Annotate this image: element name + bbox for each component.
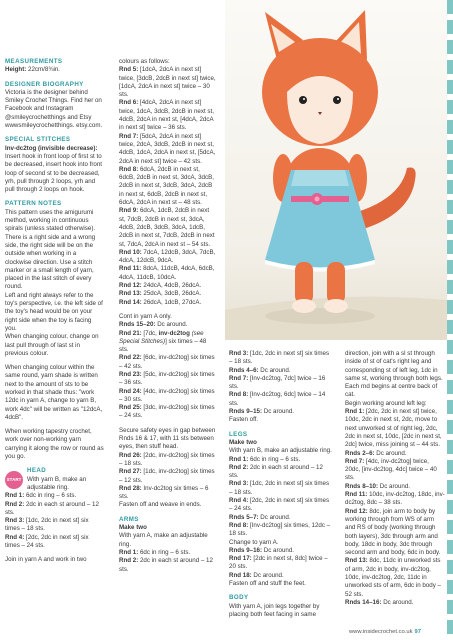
round-line [229,367,332,375]
round-text: 8dc, 11dc in unworked sts of arm, 2dc in body, inv-dc2tog, 10dc, inv-dc2tog, 2dc, 11dc in unworked sts of arm, 6dc in body – 52 sts. [345,557,441,598]
round-line [229,547,332,555]
round-text: [1dc, inv-dc2tog] six times – 12 sts. [119,468,215,484]
fasten-text: Fasten off. [229,416,259,424]
round-label: Rnd 9: [119,207,139,215]
round-label: Rnd 7: [345,457,365,465]
page-number: 97 [414,629,421,635]
inv-dc2tog-label: Inv-dc2tog (invisible decrease): [5,144,98,152]
round-bold-term: inv-dc2tog [158,329,190,337]
round-line [229,456,332,464]
round-text: 7dcA, 12dcB, 3dcA, 7dcB, 4dcA, 12dcB, 9dcA. [119,248,216,265]
start-badge: START [5,471,23,489]
round-text: [1dc, 2dc in next st] six times – 18 sts. [229,480,330,496]
round-text: [Inv-dc2tog, 7dc] twice – 16 sts. [229,374,326,391]
round-label: Rnd 2: [119,557,139,565]
arms-intro: With yarn A, make an adjustable ring. [119,532,208,548]
inv-dc2tog-text: Insert hook in front loop of first st to be decreased, insert hook into front loop of second st to be decreased, yrh, pull through 2 loops, yrh and pull through 2 loops on hook. [5,152,102,194]
round-label: Rnd 14: [119,298,142,306]
fasten-stuff-text: Fasten off and stuff the feet. [229,580,306,588]
round-text: Inv-dc2tog six times – 6 sts. [119,484,209,501]
round-label: Rnd 7: [119,132,139,140]
pattern-notes-2: Left and right always refer to the toy's perspective, i.e. the left side of the toy's head would be on your right side when the toy is facing you. [5,291,103,332]
round-label: Rnd 3: [5,517,25,525]
round-text: Dc around. [258,366,291,374]
round-text: [2dc, 2dc in next st] six times – 24 sts. [5,533,89,550]
round-label: Rnd 1: [5,492,25,500]
round-label: Rnd 8: [229,521,249,529]
round-text: Dc around. [262,408,295,416]
round-line [229,572,332,580]
round-label: Rnd 25: [119,404,142,412]
round-label: Rnd 13: [119,290,142,298]
secure-eyes-text: Secure safety eyes in gap between Rnds 16 & 17, with 11 sts between eyes, then stuff head. [119,426,216,451]
pattern-notes-5: When working tapestry crochet, work over non-working yarn carrying it along the row or round as you go. [5,428,104,461]
special-stitches-heading: SPECIAL STITCHES [5,136,71,144]
round-line [119,452,217,469]
round-label: Rnd 2: [5,500,25,508]
round-label: Rnd 5: [119,66,139,74]
round-label: Rnd 7: [229,374,249,382]
pattern-notes-heading: PATTERN NOTES [5,200,62,208]
round-line [119,321,217,329]
round-label: Rnd 23: [119,370,142,378]
round-label: Rnd 4: [5,533,25,541]
height-line [5,66,104,74]
round-label: Rnd 13: [345,557,368,565]
round-text: Dc around. [378,482,411,490]
round-line [345,408,445,449]
column-1 [5,58,104,565]
round-label: Rnd 26: [119,451,142,459]
round-text: [5dc, inv-dc2tog] six times – 36 sts. [119,370,215,387]
cont-text: Cont in yarn A only. [119,312,172,320]
round-line [5,517,104,534]
round-label: Rnd 4: [229,497,249,505]
make-two-label: Make two [229,438,257,446]
round-line [119,66,217,99]
round-text: Dc around. [262,546,295,554]
round-line [119,371,217,388]
round-text: 24dcA, 4dcB, 26dcA. [141,282,202,290]
round-line [119,299,217,307]
round-text: 2dc in each st around – 12 sts. [119,557,213,573]
inv-dc2tog-definition [5,145,104,195]
round-line [119,549,217,557]
pattern-notes-1: This pattern uses the amigurumi method, working in continuous spirals (unless stated otherwise). There is a right side and a wrong side, the right side will be on the outside when working in a clockwise direction. Use a stitch marker or a small length of yarn, placed in the last stitch of every round. [5,208,96,291]
round-line [5,492,104,500]
round-label: Rnd 8: [119,165,139,173]
footer-url[interactable]: www.insidecrochet.co.uk [349,629,413,635]
round-text: 25dcA, 3dcB, 26dcA. [141,290,202,298]
round-text: [2dc in next st, 8dc] twice – 20 sts. [229,555,328,571]
round-label: Rnd 28: [119,484,142,492]
round-line [119,207,217,248]
round-text: 8dc, join arm to body by working through from WS of arm and RS of body (working through both layers), 3dc through arm and body, 18dc in body, 3dc through second arm and body, 6dc in body. [345,507,441,557]
round-label: Rnds 15–20: [119,321,156,329]
round-line [229,497,332,514]
round-label: Rnds 5–7: [229,513,259,521]
round-text: 10dc, inv-dc2tog, 18dc, inv-dc2tog, 8dc – 38 sts. [345,491,445,507]
round-label: Rnd 8: [229,391,249,399]
round-label: Rnd 3: [229,480,249,488]
round-label: Rnd 18: [229,571,252,579]
round-line [119,354,217,371]
round-text: [3dc, inv-dc2tog] six times – 24 sts. [119,404,215,420]
round-text: 26dcA, 1dcB, 27dcA. [141,298,202,306]
round-line [119,557,217,574]
crochet-cat-photo [225,0,447,340]
round-text: 2dc in each st around – 12 sts. [5,500,99,516]
round-line [229,514,332,522]
round-text: 6dc in ring – 6 sts. [138,548,191,556]
round-text: [2dc, 2dc in next st] six times – 24 sts. [229,497,330,513]
round-label: Rnd 2: [229,463,249,471]
round-line [229,480,332,497]
cat-illustration [225,0,447,340]
column-2 [119,58,217,574]
round-line [119,485,217,502]
round-line [119,166,217,207]
round-label: Rnd 3: [229,350,249,357]
make-two-label: Make two [119,524,147,532]
body-heading: BODY [229,594,249,602]
page-footer [349,629,421,635]
fasten-text: Fasten off and weave in ends. [119,501,202,509]
legs-heading: LEGS [229,430,248,438]
round-label: Rnds 2–6: [345,449,375,457]
round-label: Rnds 14–16: [345,598,382,606]
pattern-notes-3: When changing colour, change on last pull through of last st in previous colour. [5,333,99,357]
round-label: Rnd 21: [119,329,142,337]
round-label: Rnd 22: [119,354,142,362]
round-label: Rnd 10: [119,248,142,256]
designer-heading: DESIGNER BIOGRAPHY [5,80,84,88]
round-label: Rnd 24: [119,387,142,395]
round-line [119,133,217,166]
round-label: Rnd 12: [119,282,142,290]
round-line [345,491,445,508]
round-text: 6dcA, 2dcB in next st, 6dcB, 2dcB in next st, 3dcA, 3dcB, 2dcB in next st, 3dcB, 3dcA, 2dcB in next st, 6dcB, 2dcB in next st, 6dcA, 2dcA in next st – 48 sts. [119,165,214,207]
round-line [345,450,445,458]
column-4 [345,350,445,607]
round-label: Rnd 27: [119,468,142,476]
round-text: Dc around. [251,571,284,579]
round-text: [6dc, inv-dc2tog] six times – 42 sts. [119,354,215,370]
round-label: Rnds 9–15: [229,408,263,416]
round-text: 2dc in each st around – 12 sts. [229,463,323,480]
head-heading: HEAD [27,467,47,475]
round-text: 8dcA, 11dcB, 4dcA, 6dcB, 4dcA, 11dcB, 10dcA. [119,265,215,281]
change-yarn-text: Change to yarn A. [229,538,279,546]
head-section [5,467,104,492]
round-italic-note: (see Special Stitches) [119,329,204,345]
round-line [119,388,217,405]
round-line [119,265,217,282]
round-text: 6dcA, 1dcB, 2dcB in next st, 7dcB, 2dcB in next st, 3dcA, 4dcB, 2dcB, 3dcB, 3dcA, 1dcB, 2dcB in next st, 7dcB, 2dcB in next st, 7dcA, 2dcA in next st – 54 sts. [119,207,215,248]
round-line [119,282,217,290]
round-line [345,458,445,483]
round-line [5,501,104,518]
round-text: [7dc, [141,329,159,337]
round-text: [Inv-dc2tog] six times, 12dc – 18 sts. [229,521,331,538]
round-label: Rnd 1: [229,455,249,463]
round-text: [1dc, 2dc in next st] six times – 18 sts. [5,517,89,533]
round-label: Rnds 9–16: [229,546,263,554]
head-intro: With yarn B, make an adjustable ring. [27,475,87,491]
round-line [345,483,445,491]
round-label: Rnd 17: [229,555,252,563]
round-line [345,557,445,598]
join-text: Join in yarn A and work in two [5,556,87,564]
round-line [229,350,332,367]
round-line [119,99,217,132]
round-text: [Inv-dc2tog, 6dc] twice – 14 sts. [229,391,326,407]
round-line [229,522,332,539]
page-edge-stripe [447,0,453,640]
arms-heading: ARMS [119,515,139,523]
round-label: Rnds 4–6: [229,366,259,374]
round-label: Rnd 6: [119,99,139,107]
round-text: [2dc, 2dc in next st] twice, 10dc, 2dc in next st, 2dc, move to next unworked st of right leg, 2dc, 2dc in next st, 10dc, [2dc in next st, 2dc] twice, miss joining st – 44 sts. [345,408,442,449]
round-line [345,599,445,607]
height-value: 22cm/8¾in. [26,66,61,74]
round-line [119,468,217,485]
round-label: Rnds 8–10: [345,482,379,490]
round-label: Rnd 11: [119,265,142,273]
round-text: Dc around. [374,449,407,457]
round-text-end: ] six times – 48 sts. [119,337,207,354]
colours-intro: colours as follows: [119,58,170,65]
round-line [5,534,104,551]
round-line [229,408,332,416]
round-line [119,290,217,298]
designer-text: Victoria is the designer behind Smiley Crochet Things. Find her on Facebook and Instagram @smileycrochetthings and Etsy wwwsmileycrochetthings. etsy.com. [5,88,103,130]
round-text: [4dcA, 2dcA in next st] twice, 1dcA, 3dcB, 2dcB in next st, 4dcB, 2dcA in next st, [4dcA, 2dcA in next st] twice – 36 sts. [119,99,214,132]
round-text: 6dc in ring – 6 sts. [248,455,301,463]
round-text: 6dc in ring – 6 sts. [24,492,77,500]
round-text: [1dcA, 2dcA in next st] twice, [3dcB, 2dcB in next st] twice, [1dcA, 2dcA in next st] twice – 30 sts. [119,66,216,99]
round-text: [2dc, inv-dc2tog] six times – 18 sts. [119,451,215,467]
pattern-notes-4: When changing colour within the same round, yarn shade is written next to the amount of sts to be worked in that shade thus: "work 12dc in yarn A, change to yarn B, work 4dc" will be written as "12dcA, 4dcB". [5,364,103,421]
round-text: [4dc, inv-dc2tog] twice, 20dc, [inv-dc2tog, 4dc] twice – 40 sts. [345,457,437,482]
round-line [345,508,445,558]
measurements-heading: MEASUREMENTS [5,58,63,65]
round-label: Rnd 1: [345,408,365,416]
round-label: Rnd 1: [119,548,139,556]
round-label: Rnd 12: [345,507,368,515]
round-line [229,375,332,392]
round-text: Dc around. [381,598,414,606]
body-intro: With yarn A, join legs together by placing both feet facing in same [229,602,320,618]
round-text: [1dc, 2dc in next st] six times – 18 sts. [229,350,330,366]
round-line [229,391,332,408]
column-3 [229,350,332,619]
round-label: Rnd 11: [345,491,368,499]
round-line [119,404,217,421]
round-line [229,464,332,481]
round-text: Dc around. [155,321,188,329]
round-line [119,249,217,266]
body-continued: direction, join with a sl st through inside of st of cat's right leg and corresponding st of left leg, 1dc in same st, working through both legs. Each rnd begins at centre back of cat. [345,350,443,399]
begin-left-leg-text: Begin working around left leg: [345,399,427,407]
round-line [229,555,332,572]
height-label: Height: [5,66,27,74]
round-text: [5dcA, 2dcA in next st] twice, 2dcA, 3dcB, 2dcB in next st, 4dcB, 1dcA, 2dcA in next st, [5dcA, 2dcA in next st] twice – 42 sts. [119,132,216,165]
round-text: Dc around. [258,513,291,521]
round-text: [4dc, inv-dc2tog] six times – 30 sts. [119,387,215,403]
legs-intro: With yarn B, make an adjustable ring. [229,447,332,455]
round-line [119,330,217,355]
